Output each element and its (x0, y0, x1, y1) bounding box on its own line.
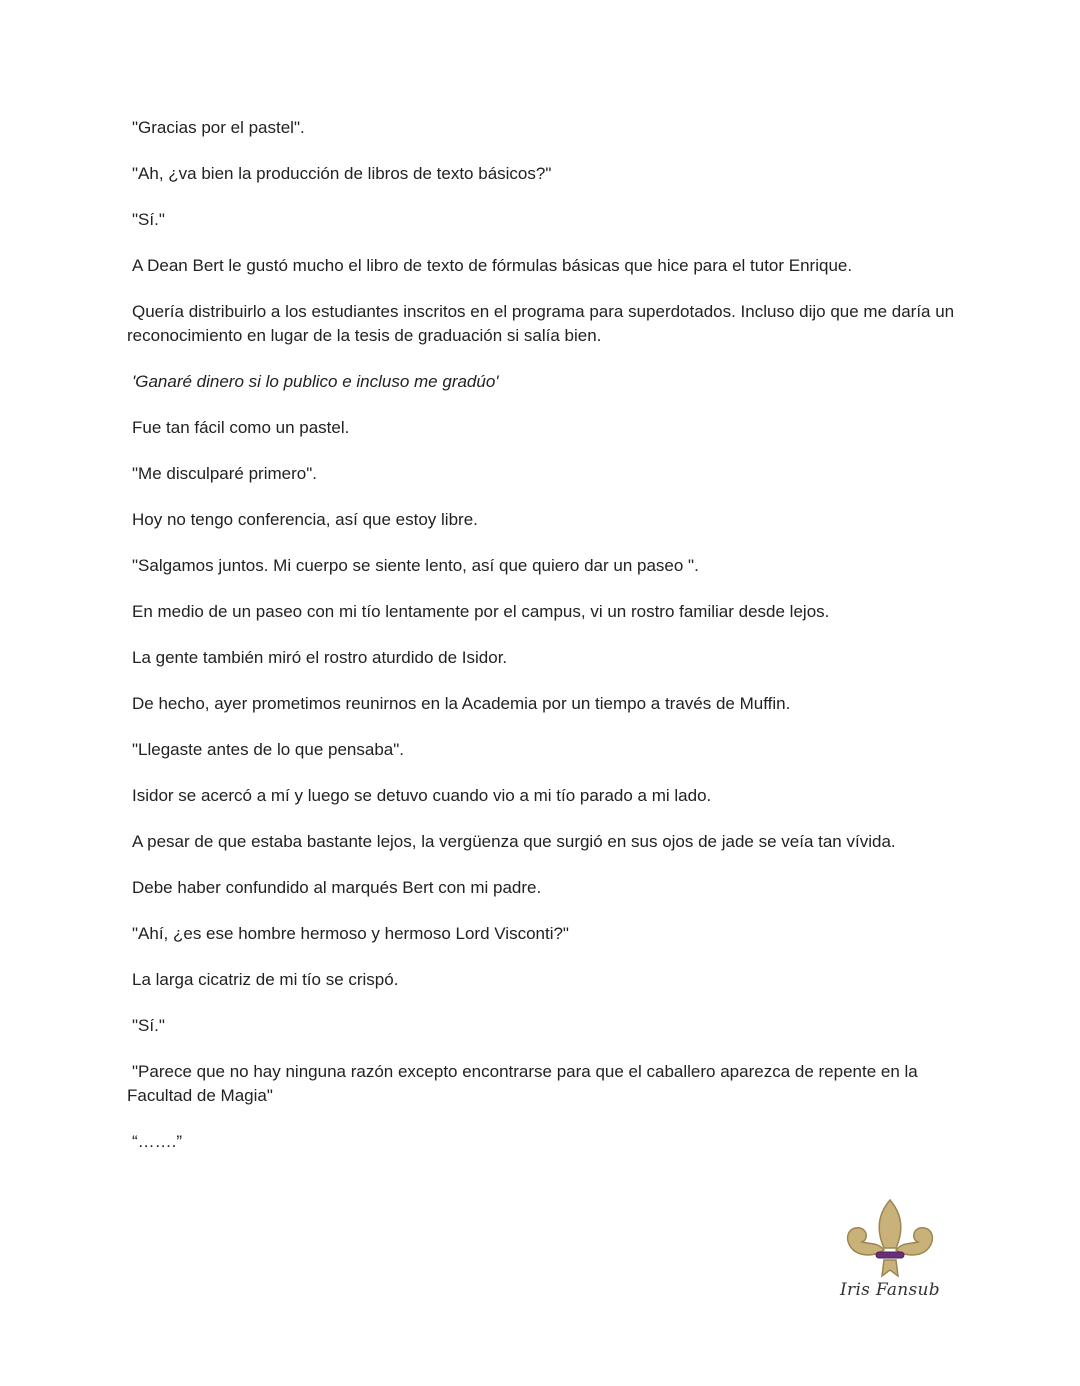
fleur-de-lis-icon (838, 1196, 942, 1280)
paragraph: Isidor se acercó a mí y luego se detuvo cuando vio a mi tío parado a mi lado. (132, 786, 712, 805)
paragraph: "Llegaste antes de lo que pensaba". (132, 740, 404, 759)
paragraph: "Ahí, ¿es ese hombre hermoso y hermoso Lord Visconti?" (132, 924, 569, 943)
paragraph: "Ah, ¿va bien la producción de libros de texto básicos?" (132, 164, 552, 183)
paragraph: A Dean Bert le gustó mucho el libro de texto de fórmulas básicas que hice para el tutor Enrique. (132, 256, 853, 275)
paragraph: Debe haber confundido al marqués Bert con mi padre. (132, 878, 542, 897)
paragraph: De hecho, ayer prometimos reunirnos en la Academia por un tiempo a través de Muffin. (132, 694, 791, 713)
paragraph: Fue tan fácil como un pastel. (132, 418, 350, 437)
paragraph: "Gracias por el pastel". (132, 118, 305, 137)
logo-text: Iris Fansub (840, 1280, 940, 1300)
paragraph: "Parece que no hay ninguna razón excepto encontrarse para que el caballero aparezca de repente en la Facultad de Magia" (127, 1062, 918, 1105)
paragraph: "Me disculparé primero". (132, 464, 317, 483)
paragraph-thought: 'Ganaré dinero si lo publico e incluso me gradúo' (132, 372, 499, 391)
paragraph: “…….” (132, 1132, 183, 1151)
paragraph: A pesar de que estaba bastante lejos, la vergüenza que surgió en sus ojos de jade se veía tan vívida. (132, 832, 896, 851)
paragraph: La gente también miró el rostro aturdido de Isidor. (132, 648, 508, 667)
paragraph: Quería distribuirlo a los estudiantes inscritos en el programa para superdotados. Incluso dijo que me daría un reconocimiento en lugar de la tesis de graduación si salía bien. (127, 302, 955, 345)
paragraph: "Salgamos juntos. Mi cuerpo se siente lento, así que quiero dar un paseo ". (132, 556, 699, 575)
paragraph: La larga cicatriz de mi tío se crispó. (132, 970, 399, 989)
paragraph: "Sí." (132, 1016, 165, 1035)
paragraph: En medio de un paseo con mi tío lentamente por el campus, vi un rostro familiar desde lejos. (132, 602, 830, 621)
document-body (127, 116, 957, 1176)
paragraph: Hoy no tengo conferencia, así que estoy libre. (132, 510, 478, 529)
paragraph: "Sí." (132, 210, 165, 229)
iris-fansub-logo (838, 1196, 942, 1306)
